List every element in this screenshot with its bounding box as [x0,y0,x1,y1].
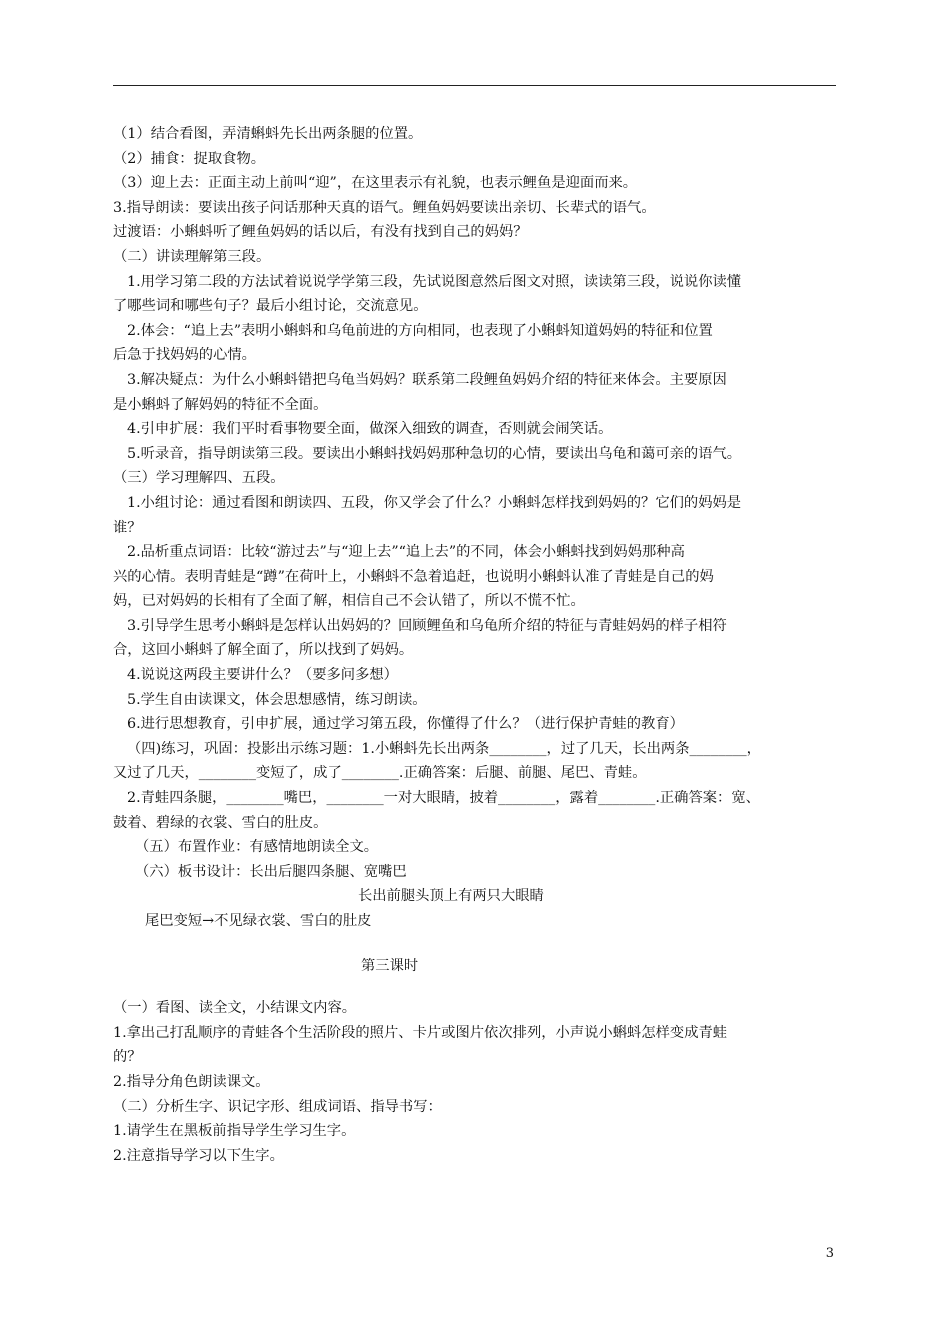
exercise-line: 2.青蛙四条腿，________嘴巴，________一对大眼睛，披着________，露着________.正确答案：宽、 [127,790,760,807]
text-line: （2）捕食：捉取食物。 [113,150,266,167]
text-line: （3）迎上去：正面主动上前叫“迎”，在这里表示有礼貌，也表示鲤鱼是迎面而来。 [113,175,638,192]
text-line: 5.听录音，指导朗读第三段。要读出小蝌蚪找妈妈那种急切的心情，要读出乌龟和蔼可亲的语气。 [127,445,742,462]
text-line: 妈，已对妈妈的长相有了全面了解，相信自己不会认错了，所以不慌不忙。 [113,593,585,610]
text-line: 2.体会：“追上去”表明小蝌蚪和乌龟前进的方向相同，也表现了小蝌蚪知道妈妈的特征和位置 [127,322,713,339]
page-number: 3 [825,1246,834,1261]
text-line: 3.指导朗读：要读出孩子问话那种天真的语气。鲤鱼妈妈要读出亲切、长辈式的语气。 [113,199,656,216]
text-line: 2.指导分角色朗读课文。 [113,1073,270,1090]
section-heading: （三）学习理解四、五段。 [113,470,285,487]
text-line: 过渡语：小蝌蚪听了鲤鱼妈妈的话以后，有没有找到自己的妈妈？ [113,224,528,241]
section-heading: （五）布置作业：有感情地朗读全文。 [135,839,379,856]
text-line: 1.用学习第二段的方法试着说说学学第三段，先试说图意然后图文对照，读读第三段，说说你读懂 [127,273,742,290]
exercise-line: （四)练习，巩固：投影出示练习题：1.小蝌蚪先长出两条________，过了几天，长出两条________， [127,740,761,757]
board-design-line: 尾巴变短→不见绿衣裳、雪白的肚皮 [145,913,372,929]
text-line: 1.拿出己打乱顺序的青蛙各个生活阶段的照片、卡片或图片依次排列，小声说小蝌蚪怎样变成青蛙 [113,1024,728,1041]
text-line: 4.说说这两段主要讲什么？（要多问多想） [127,667,398,684]
section-heading: （六）板书设计：长出后腿四条腿、宽嘴巴 [135,863,407,880]
text-line: 2.注意指导学习以下生字。 [113,1147,284,1164]
text-line: 的？ [113,1049,142,1066]
board-design-line: 长出前腿头顶上有两只大眼睛 [358,888,544,905]
section-heading: （二）分析生字、识记字形、组成词语、指导书写： [113,1098,442,1115]
text-line: 4.引申扩展：我们平时看事物要全面，做深入细致的调查，否则就会闹笑话。 [127,421,613,438]
section-heading: （一）看图、读全文，小结课文内容。 [113,1000,357,1017]
document-body [113,122,836,1168]
header-rule [113,85,836,86]
text-line: 兴的心情。表明青蛙是“蹲”在荷叶上，小蝌蚪不急着追赶，也说明小蝌蚪认准了青蛙是自己的妈 [113,568,714,585]
text-line: 后急于找妈妈的心情。 [113,347,256,364]
text-line: 3.解决疑点：为什么小蝌蚪错把乌龟当妈妈？联系第二段鲤鱼妈妈介绍的特征来体会。主要原因 [127,371,727,388]
text-line: （1）结合看图，弄清蝌蚪先长出两条腿的位置。 [113,126,423,142]
text-line: 合，这回小蝌蚪了解全面了，所以找到了妈妈。 [113,642,414,659]
exercise-line: 又过了几天，________变短了，成了________.正确答案：后腿、前腿、尾巴、青蛙。 [113,765,647,782]
text-line: 了哪些词和哪些句子？最后小组讨论，交流意见。 [113,298,428,315]
text-line: 3.引导学生思考小蝌蚪是怎样认出妈妈的？回顾鲤鱼和乌龟所介绍的特征与青蛙妈妈的样子相符 [127,617,727,634]
text-line: 1.小组讨论：通过看图和朗读四、五段，你又学会了什么？小蝌蚪怎样找到妈妈的？它们的妈妈是 [127,494,742,511]
section-heading: （二）讲读理解第三段。 [113,248,271,265]
lesson-title: 第三课时 [361,957,419,974]
text-line: 谁？ [113,519,142,536]
text-line: 6.进行思想教育，引申扩展，通过学习第五段，你懂得了什么？（进行保护青蛙的教育） [127,716,684,733]
exercise-line: 鼓着、碧绿的衣裳、雪白的肚皮。 [113,814,328,831]
text-line: 2.品析重点词语：比较“游过去”与“迎上去”“追上去”的不同，体会小蝌蚪找到妈妈那种高 [127,544,685,561]
text-line: 5.学生自由读课文，体会思想感情，练习朗读。 [127,691,427,708]
text-line: 是小蝌蚪了解妈妈的特征不全面。 [113,396,328,413]
text-line: 1.请学生在黑板前指导学生学习生字。 [113,1123,356,1140]
